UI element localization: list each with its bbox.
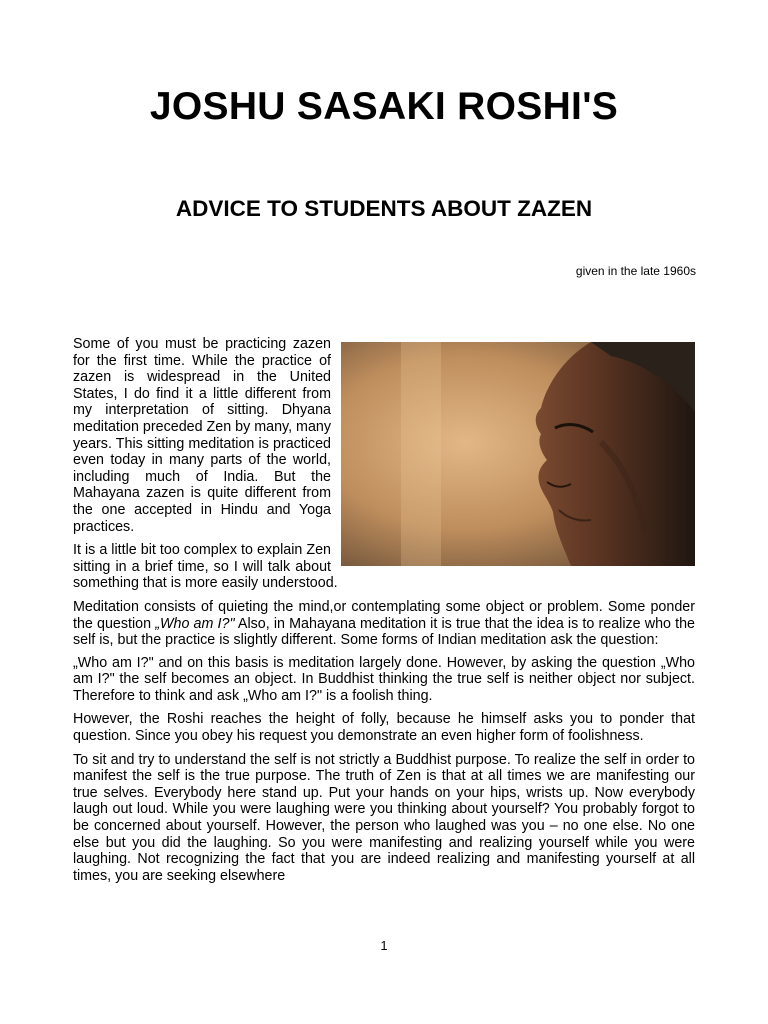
- document-title: JOSHU SASAKI ROSHI'S: [149, 85, 619, 128]
- paragraph-3-rest: Also, in Mahayana meditation it is true that the idea is to realize who the self is, but the practice is slightly different. Some forms of Indian meditation ask the question:: [73, 615, 695, 649]
- paragraph-6: To sit and try to understand the self is not strictly a Buddhist purpose. To realize the self in order to manifest the self is the true purpose. The truth of Zen is that at all times we are manifesting our true selves. Everybody here stand up. Put your hands on your hips, wrists up. Now everybody laugh out loud. While you were laughing were you thinking about yourself? You probably forgot to be concerned about yourself. However, the person who laughed was you – no one else. No one else but you did the laughing. So you were manifesting and realizing yourself while you were laughing. Not recognizing the fact that you are indeed realizing and manifesting yourself at all times, you are seeking elsewhere: [73, 751, 695, 884]
- paragraph-1: [73, 336, 695, 535]
- portrait-photo-graphic: [341, 342, 695, 566]
- paragraph-4: „Who am I?" and on this basis is meditation largely done. However, by asking the question „Who am I?" the self becomes an object. In Buddhist thinking the true self is neither object nor subject. Therefore to think and ask „Who am I?" is a foolish thing.: [73, 654, 695, 704]
- page-number: 1: [380, 938, 388, 953]
- paragraph-3: [73, 599, 695, 649]
- paragraph-1-text: Some of you must be practicing zazen for the first time. While the practice of zazen is widespread in the United States, I do find it a little different from my interpretation of sitting. Dhyana meditation preceded Zen by many, many years. This sitting meditation is practiced even today in many parts of the world, including much of India. But the Mahayana zazen is quite different from the one accepted in Hindu and Yoga practices.: [73, 336, 332, 535]
- paragraph-3-question: „Who am I?": [155, 615, 235, 632]
- body-text: [73, 336, 695, 891]
- date-note: given in the late 1960s: [575, 264, 696, 278]
- document-subtitle: ADVICE TO STUDENTS ABOUT ZAZEN: [175, 196, 593, 221]
- paragraph-5: However, the Roshi reaches the height of folly, because he himself asks you to ponder that question. Since you obey his request you demonstrate an even higher form of foolishness.: [73, 711, 695, 745]
- paragraph-2: It is a little bit too complex to explain Zen sitting in a brief time, so I will talk about something that is more easily understood.: [73, 542, 338, 592]
- photo: [341, 342, 695, 566]
- paragraph-3-lead: Meditation consists of quieting the mind,or contemplating some object or problem. Some ponder the question: [73, 598, 695, 632]
